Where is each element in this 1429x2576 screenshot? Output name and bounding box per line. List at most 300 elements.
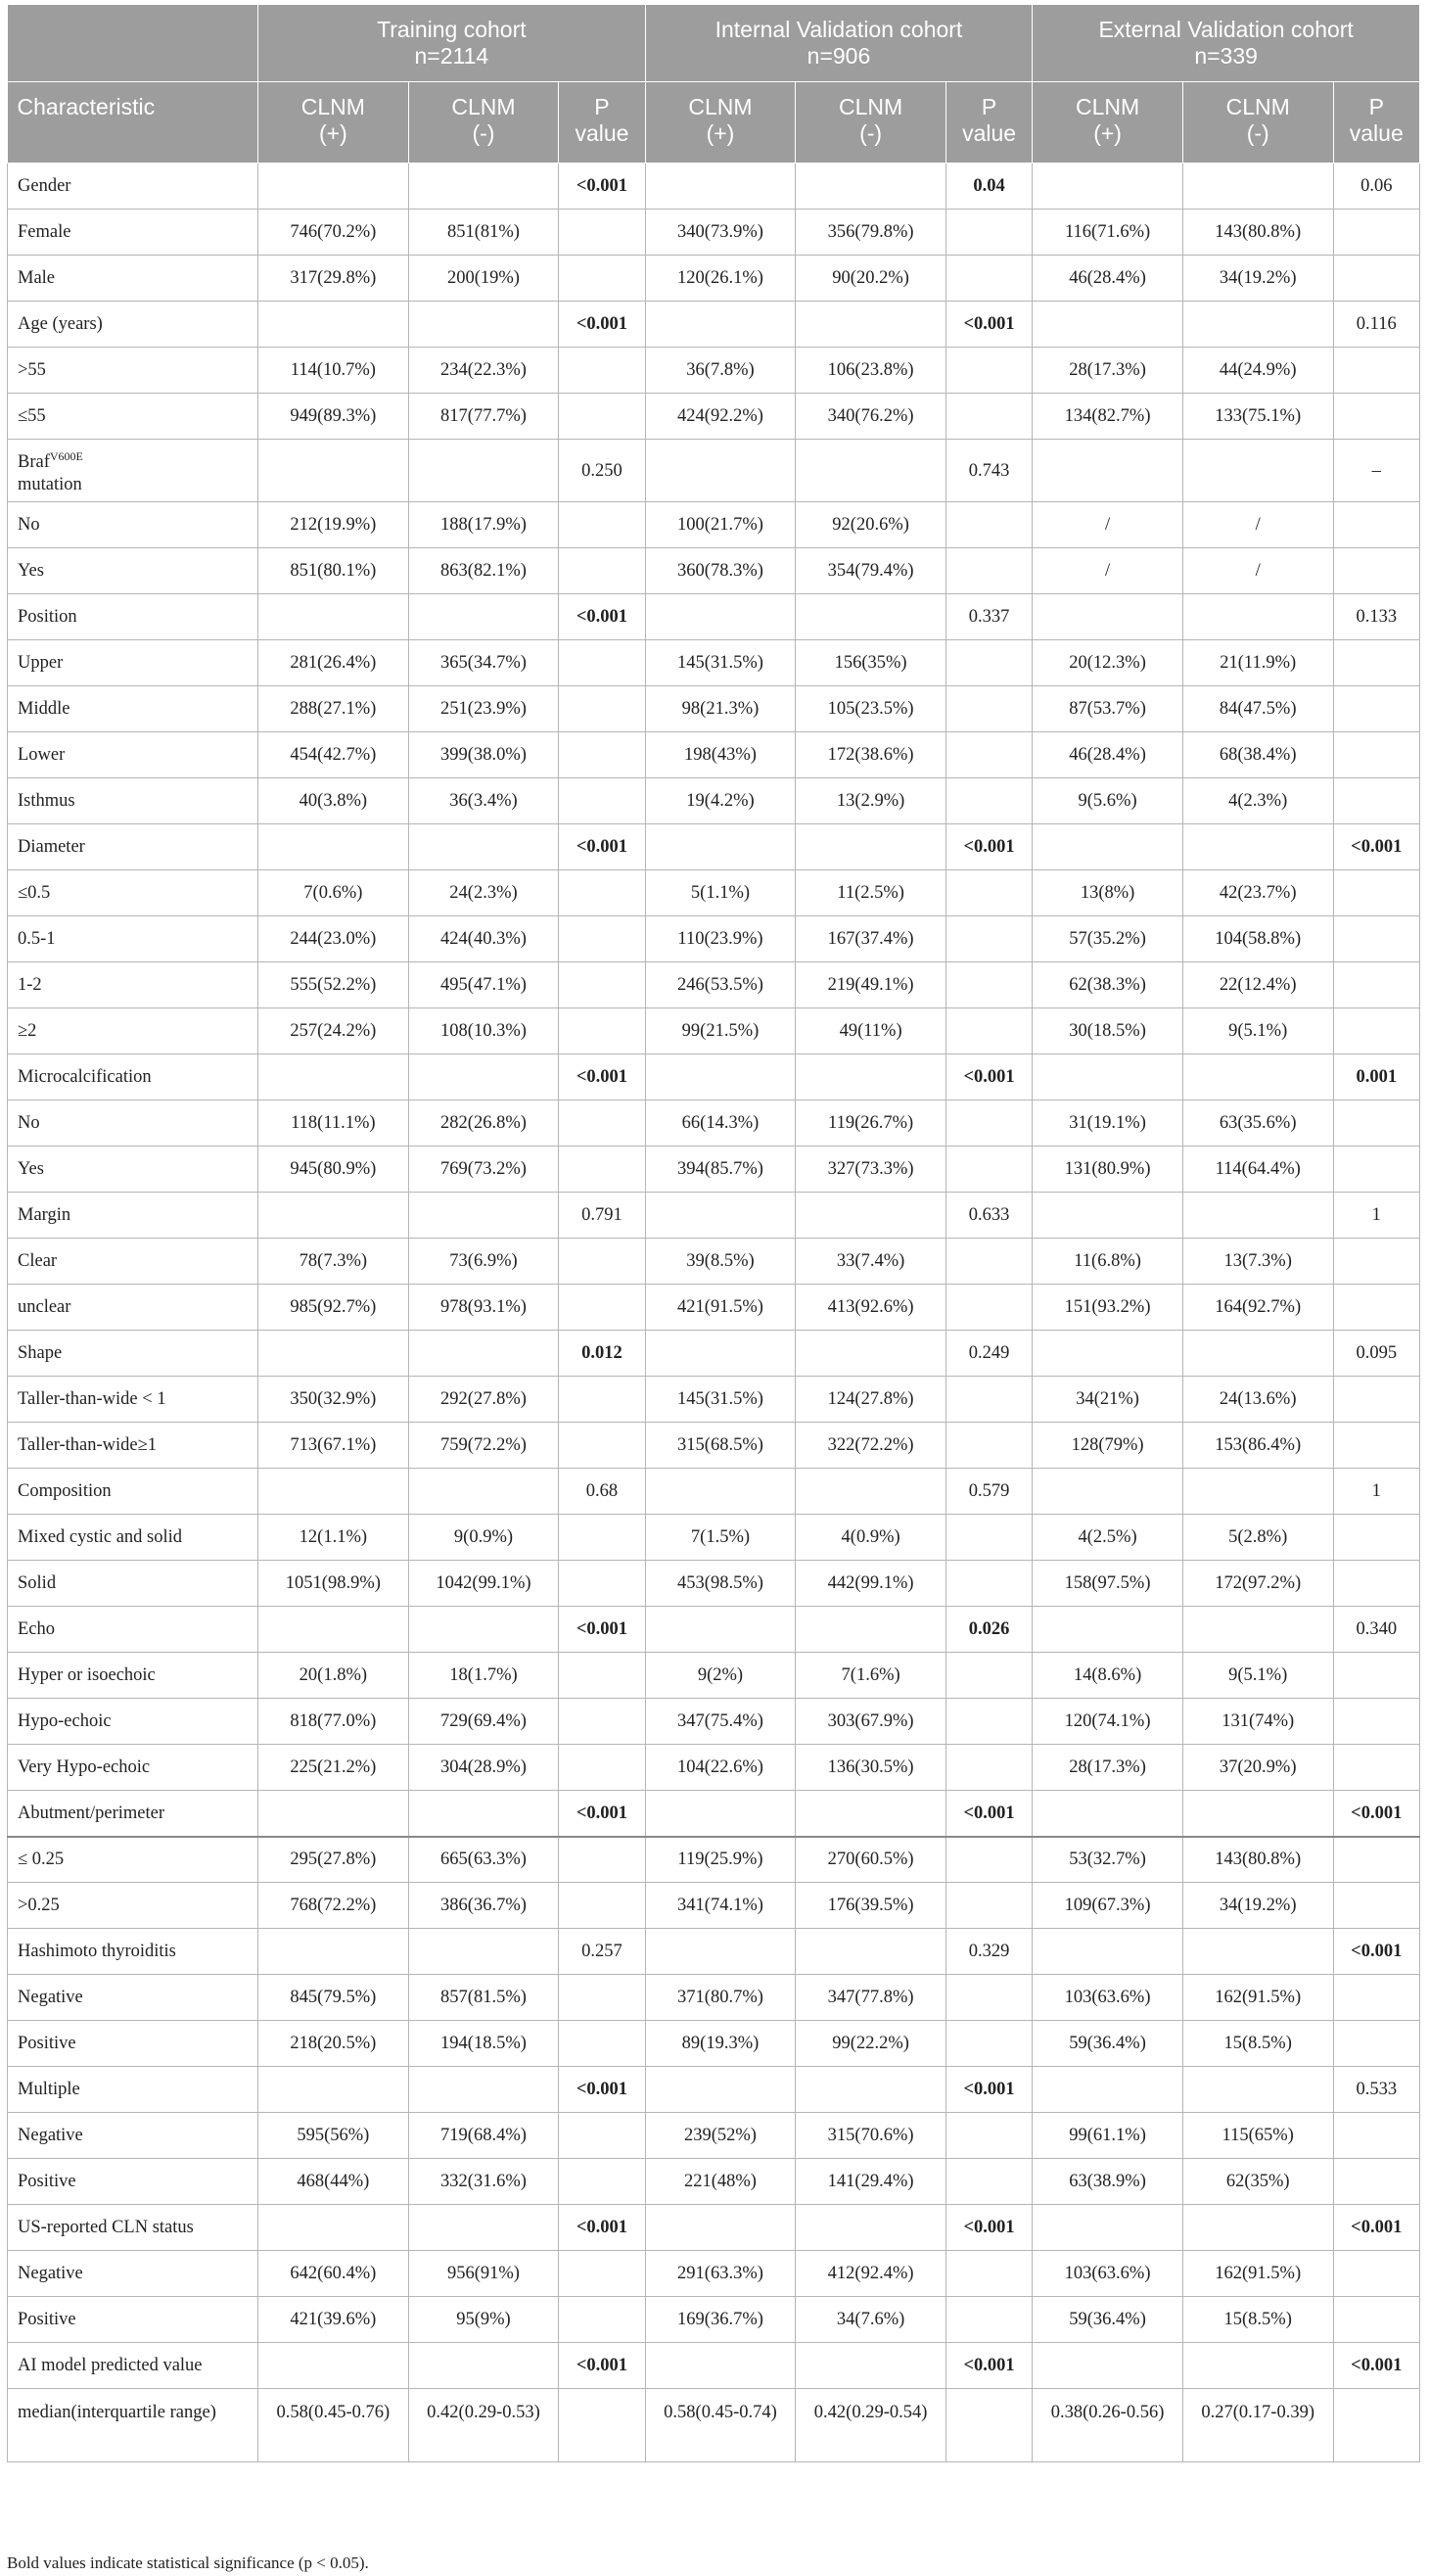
value-cell: 44(24.9%) bbox=[1182, 348, 1333, 394]
table-row bbox=[8, 1515, 1420, 1561]
p-value-cell: <0.001 bbox=[559, 302, 645, 348]
value-cell: 95(9%) bbox=[408, 2297, 559, 2343]
value-cell bbox=[645, 2067, 796, 2113]
row-label bbox=[8, 1515, 258, 1561]
p-value-cell: <0.001 bbox=[559, 824, 645, 870]
p-value-cell bbox=[559, 1377, 645, 1423]
value-cell: 341(74.1%) bbox=[645, 1883, 796, 1929]
value-cell: 104(22.6%) bbox=[645, 1745, 796, 1791]
table-row bbox=[8, 394, 1420, 440]
header-clnm-negative: CLNM (-) bbox=[1182, 82, 1333, 164]
value-cell: 22(12.4%) bbox=[1182, 962, 1333, 1008]
p-value-cell bbox=[1333, 2113, 1419, 2159]
row-label bbox=[8, 1054, 258, 1101]
value-cell: 105(23.5%) bbox=[796, 686, 946, 732]
value-cell bbox=[1182, 440, 1333, 502]
row-label-text: Solid bbox=[18, 1573, 57, 1593]
value-cell: 371(80.7%) bbox=[645, 1975, 796, 2021]
value-cell: 20(12.3%) bbox=[1033, 640, 1183, 686]
p-value-cell bbox=[559, 1745, 645, 1791]
value-cell bbox=[258, 1054, 409, 1101]
value-cell: 194(18.5%) bbox=[408, 2021, 559, 2067]
row-label bbox=[8, 2251, 258, 2297]
p-value-cell bbox=[1333, 686, 1419, 732]
row-label bbox=[8, 2159, 258, 2205]
value-cell bbox=[258, 1607, 409, 1653]
row-label-text: AI model predicted value bbox=[18, 2356, 203, 2375]
value-cell: 84(47.5%) bbox=[1182, 686, 1333, 732]
row-label bbox=[8, 732, 258, 778]
value-cell: 128(79%) bbox=[1033, 1423, 1183, 1469]
p-value-cell bbox=[559, 348, 645, 394]
value-cell bbox=[1033, 1607, 1183, 1653]
p-value-cell: <0.001 bbox=[945, 824, 1032, 870]
value-cell: 7(0.6%) bbox=[258, 870, 409, 916]
row-label-text: Positive bbox=[18, 2172, 76, 2191]
row-label-text: Gender bbox=[18, 176, 71, 196]
value-cell: 172(97.2%) bbox=[1182, 1561, 1333, 1607]
value-cell: 9(0.9%) bbox=[408, 1515, 559, 1561]
p-value-cell: 0.743 bbox=[945, 440, 1032, 502]
row-label-text: Very Hypo-echoic bbox=[18, 1757, 151, 1777]
table-row bbox=[8, 962, 1420, 1008]
value-cell bbox=[1033, 1193, 1183, 1239]
value-cell bbox=[645, 1791, 796, 1837]
p-value-cell bbox=[559, 916, 645, 962]
value-cell: 857(81.5%) bbox=[408, 1975, 559, 2021]
p-value-cell bbox=[945, 1699, 1032, 1745]
value-cell: 769(73.2%) bbox=[408, 1147, 559, 1193]
row-label bbox=[8, 778, 258, 824]
value-cell bbox=[408, 302, 559, 348]
row-label bbox=[8, 1331, 258, 1377]
value-cell bbox=[1033, 2205, 1183, 2251]
value-cell: 421(91.5%) bbox=[645, 1285, 796, 1331]
row-label bbox=[8, 1929, 258, 1975]
value-cell: 118(11.1%) bbox=[258, 1101, 409, 1147]
value-cell: 115(65%) bbox=[1182, 2113, 1333, 2159]
p-value-cell: <0.001 bbox=[945, 2067, 1032, 2113]
value-cell bbox=[796, 1607, 946, 1653]
value-cell bbox=[645, 2343, 796, 2389]
p-value-cell: 0.340 bbox=[1333, 1607, 1419, 1653]
row-label bbox=[8, 2205, 258, 2251]
row-label-text: 0.5-1 bbox=[18, 929, 56, 949]
row-label bbox=[8, 1147, 258, 1193]
value-cell: 68(38.4%) bbox=[1182, 732, 1333, 778]
row-label bbox=[8, 1008, 258, 1054]
value-cell: 845(79.5%) bbox=[258, 1975, 409, 2021]
row-label bbox=[8, 502, 258, 548]
value-cell: 53(32.7%) bbox=[1033, 1837, 1183, 1883]
value-cell: 131(80.9%) bbox=[1033, 1147, 1183, 1193]
row-label-text: Female bbox=[18, 222, 71, 242]
value-cell bbox=[1033, 2067, 1183, 2113]
p-value-cell bbox=[1333, 348, 1419, 394]
value-cell: 198(43%) bbox=[645, 732, 796, 778]
p-value-cell: <0.001 bbox=[559, 594, 645, 640]
value-cell bbox=[408, 1193, 559, 1239]
p-value-cell: 0.06 bbox=[1333, 164, 1419, 210]
value-cell: 134(82.7%) bbox=[1033, 394, 1183, 440]
p-value-cell bbox=[945, 1101, 1032, 1147]
value-cell: 119(25.9%) bbox=[645, 1837, 796, 1883]
value-cell bbox=[258, 440, 409, 502]
p-value-cell bbox=[559, 256, 645, 302]
value-cell: / bbox=[1182, 548, 1333, 594]
table-row-category bbox=[8, 1331, 1420, 1377]
value-cell: 292(27.8%) bbox=[408, 1377, 559, 1423]
value-cell bbox=[1182, 1791, 1333, 1837]
row-label bbox=[8, 1837, 258, 1883]
p-value-cell: 0.633 bbox=[945, 1193, 1032, 1239]
row-label-text: ≤55 bbox=[18, 406, 46, 426]
header-blank-cell bbox=[8, 5, 258, 82]
value-cell: 0.42(0.29-0.54) bbox=[796, 2389, 946, 2462]
value-cell: 78(7.3%) bbox=[258, 1239, 409, 1285]
value-cell: 0.42(0.29-0.53) bbox=[408, 2389, 559, 2462]
value-cell: 817(77.7%) bbox=[408, 394, 559, 440]
value-cell: 66(14.3%) bbox=[645, 1101, 796, 1147]
group-n: n=339 bbox=[1194, 43, 1258, 69]
value-cell bbox=[645, 824, 796, 870]
table-row bbox=[8, 2113, 1420, 2159]
value-cell: 4(2.3%) bbox=[1182, 778, 1333, 824]
header-p-value: P value bbox=[945, 82, 1032, 164]
value-cell: 34(19.2%) bbox=[1182, 1883, 1333, 1929]
table-row-category bbox=[8, 1791, 1420, 1837]
value-cell: 119(26.7%) bbox=[796, 1101, 946, 1147]
table-row-category bbox=[8, 1193, 1420, 1239]
value-cell bbox=[1182, 1469, 1333, 1515]
row-label bbox=[8, 1285, 258, 1331]
p-value-cell bbox=[559, 2251, 645, 2297]
table-row-category bbox=[8, 2343, 1420, 2389]
row-label-text: >0.25 bbox=[18, 1896, 60, 1915]
p-value-cell bbox=[559, 1561, 645, 1607]
value-cell bbox=[408, 824, 559, 870]
p-value-cell: 0.533 bbox=[1333, 2067, 1419, 2113]
value-cell: 106(23.8%) bbox=[796, 348, 946, 394]
row-label bbox=[8, 1607, 258, 1653]
p-value-cell bbox=[1333, 1699, 1419, 1745]
row-label bbox=[8, 2021, 258, 2067]
row-label bbox=[8, 870, 258, 916]
value-cell bbox=[408, 1607, 559, 1653]
cohort-characteristics-table bbox=[7, 5, 1420, 2462]
value-cell: 36(3.4%) bbox=[408, 778, 559, 824]
p-value-cell bbox=[945, 870, 1032, 916]
value-cell bbox=[408, 440, 559, 502]
value-cell: 219(49.1%) bbox=[796, 962, 946, 1008]
value-cell: 34(19.2%) bbox=[1182, 256, 1333, 302]
value-cell: 62(38.3%) bbox=[1033, 962, 1183, 1008]
p-value-cell bbox=[1333, 1653, 1419, 1699]
header-group-row bbox=[8, 5, 1420, 82]
value-cell: 13(7.3%) bbox=[1182, 1239, 1333, 1285]
value-cell bbox=[1033, 1331, 1183, 1377]
group-n: n=906 bbox=[807, 43, 871, 69]
value-cell bbox=[1033, 1791, 1183, 1837]
value-cell bbox=[408, 594, 559, 640]
p-value-cell bbox=[1333, 1883, 1419, 1929]
header-p-value: P value bbox=[559, 82, 645, 164]
p-value-cell bbox=[559, 1515, 645, 1561]
row-label-text: Shape bbox=[18, 1343, 63, 1363]
value-cell: 42(23.7%) bbox=[1182, 870, 1333, 916]
value-cell: 11(6.8%) bbox=[1033, 1239, 1183, 1285]
p-value-cell bbox=[945, 210, 1032, 256]
p-value-cell bbox=[1333, 1285, 1419, 1331]
value-cell bbox=[408, 2205, 559, 2251]
value-cell bbox=[258, 1469, 409, 1515]
value-cell bbox=[645, 1929, 796, 1975]
value-cell: 7(1.5%) bbox=[645, 1515, 796, 1561]
value-cell: 399(38.0%) bbox=[408, 732, 559, 778]
value-cell: 270(60.5%) bbox=[796, 1837, 946, 1883]
value-cell: 347(75.4%) bbox=[645, 1699, 796, 1745]
row-label-text: No bbox=[18, 515, 40, 535]
p-value-cell bbox=[559, 2159, 645, 2205]
header-p-value: P value bbox=[1333, 82, 1419, 164]
row-label bbox=[8, 1423, 258, 1469]
p-value-cell bbox=[945, 1239, 1032, 1285]
value-cell bbox=[408, 1331, 559, 1377]
p-value-cell bbox=[559, 1285, 645, 1331]
value-cell bbox=[796, 1929, 946, 1975]
value-cell: 100(21.7%) bbox=[645, 502, 796, 548]
p-value-cell: 0.68 bbox=[559, 1469, 645, 1515]
value-cell: 246(53.5%) bbox=[645, 962, 796, 1008]
value-cell bbox=[1182, 2205, 1333, 2251]
table-row bbox=[8, 1423, 1420, 1469]
value-cell bbox=[408, 1469, 559, 1515]
p-value-cell bbox=[1333, 732, 1419, 778]
value-cell: 36(7.8%) bbox=[645, 348, 796, 394]
group-title: Internal Validation cohort bbox=[714, 17, 963, 42]
value-cell bbox=[1182, 594, 1333, 640]
value-cell: 412(92.4%) bbox=[796, 2251, 946, 2297]
p-value-cell: 0.329 bbox=[945, 1929, 1032, 1975]
value-cell: 63(35.6%) bbox=[1182, 1101, 1333, 1147]
table-row bbox=[8, 1699, 1420, 1745]
p-value-cell bbox=[1333, 2297, 1419, 2343]
row-label bbox=[8, 164, 258, 210]
value-cell: 1051(98.9%) bbox=[258, 1561, 409, 1607]
value-cell bbox=[258, 1193, 409, 1239]
value-cell: 143(80.8%) bbox=[1182, 1837, 1333, 1883]
value-cell bbox=[796, 1469, 946, 1515]
p-value-cell bbox=[1333, 548, 1419, 594]
row-label-text: Positive bbox=[18, 2310, 76, 2329]
value-cell bbox=[258, 164, 409, 210]
row-label bbox=[8, 686, 258, 732]
p-value-cell bbox=[945, 2389, 1032, 2462]
value-cell bbox=[1182, 1331, 1333, 1377]
p-value-cell bbox=[945, 1561, 1032, 1607]
table-row bbox=[8, 1285, 1420, 1331]
value-cell: 315(68.5%) bbox=[645, 1423, 796, 1469]
header-characteristic: Characteristic bbox=[8, 82, 258, 164]
value-cell bbox=[645, 1607, 796, 1653]
value-cell: 49(11%) bbox=[796, 1008, 946, 1054]
row-label bbox=[8, 640, 258, 686]
p-value-cell bbox=[559, 1147, 645, 1193]
value-cell bbox=[796, 164, 946, 210]
row-label-text: Yes bbox=[18, 561, 44, 581]
table-row bbox=[8, 1883, 1420, 1929]
value-cell bbox=[408, 1791, 559, 1837]
p-value-cell bbox=[945, 1423, 1032, 1469]
value-cell: 131(74%) bbox=[1182, 1699, 1333, 1745]
value-cell: 424(92.2%) bbox=[645, 394, 796, 440]
p-value-cell bbox=[945, 1975, 1032, 2021]
row-label-superscript: V600E bbox=[49, 449, 83, 464]
p-value-cell bbox=[559, 962, 645, 1008]
value-cell: 62(35%) bbox=[1182, 2159, 1333, 2205]
value-cell: 9(2%) bbox=[645, 1653, 796, 1699]
row-label-text: Multiple bbox=[18, 2080, 80, 2099]
table-row bbox=[8, 778, 1420, 824]
row-label-text: Negative bbox=[18, 2264, 83, 2283]
value-cell: 332(31.6%) bbox=[408, 2159, 559, 2205]
p-value-cell: 0.257 bbox=[559, 1929, 645, 1975]
value-cell: 495(47.1%) bbox=[408, 962, 559, 1008]
p-value-cell bbox=[559, 778, 645, 824]
row-label-text: Hypo-echoic bbox=[18, 1711, 112, 1731]
value-cell bbox=[796, 1054, 946, 1101]
value-cell bbox=[645, 1193, 796, 1239]
row-label bbox=[8, 548, 258, 594]
header-internal-validation-cohort bbox=[645, 5, 1033, 82]
p-value-cell bbox=[559, 686, 645, 732]
row-label-text: US-reported CLN status bbox=[18, 2218, 194, 2237]
p-value-cell bbox=[559, 1837, 645, 1883]
value-cell: 985(92.7%) bbox=[258, 1285, 409, 1331]
p-value-cell: 0.250 bbox=[559, 440, 645, 502]
value-cell bbox=[796, 1791, 946, 1837]
row-label bbox=[8, 2067, 258, 2113]
value-cell: 99(61.1%) bbox=[1033, 2113, 1183, 2159]
row-label-text: Negative bbox=[18, 1988, 83, 2007]
p-value-cell bbox=[945, 2251, 1032, 2297]
row-label bbox=[8, 1883, 258, 1929]
row-label-text: Male bbox=[18, 268, 56, 288]
p-value-cell: 0.012 bbox=[559, 1331, 645, 1377]
row-label-text: Echo bbox=[18, 1619, 56, 1639]
value-cell: 19(4.2%) bbox=[645, 778, 796, 824]
p-value-cell bbox=[1333, 1239, 1419, 1285]
p-value-cell bbox=[559, 2021, 645, 2067]
value-cell: 851(81%) bbox=[408, 210, 559, 256]
value-cell: 713(67.1%) bbox=[258, 1423, 409, 1469]
value-cell: 244(23.0%) bbox=[258, 916, 409, 962]
value-cell: 89(19.3%) bbox=[645, 2021, 796, 2067]
p-value-cell bbox=[945, 2113, 1032, 2159]
value-cell: 818(77.0%) bbox=[258, 1699, 409, 1745]
value-cell bbox=[645, 594, 796, 640]
table-row-category bbox=[8, 164, 1420, 210]
value-cell: 34(21%) bbox=[1033, 1377, 1183, 1423]
p-value-cell bbox=[945, 2159, 1032, 2205]
value-cell: 340(73.9%) bbox=[645, 210, 796, 256]
value-cell: 143(80.8%) bbox=[1182, 210, 1333, 256]
p-value-cell bbox=[945, 1837, 1032, 1883]
p-value-cell: 0.116 bbox=[1333, 302, 1419, 348]
row-label-text: Clear bbox=[18, 1251, 58, 1271]
value-cell: 110(23.9%) bbox=[645, 916, 796, 962]
value-cell: 221(48%) bbox=[645, 2159, 796, 2205]
p-value-cell bbox=[945, 348, 1032, 394]
value-cell: 31(19.1%) bbox=[1033, 1101, 1183, 1147]
value-cell bbox=[645, 2205, 796, 2251]
value-cell: 24(2.3%) bbox=[408, 870, 559, 916]
value-cell: 13(8%) bbox=[1033, 870, 1183, 916]
row-label-text: Taller-than-wide≥1 bbox=[18, 1435, 158, 1455]
row-label-text: Age (years) bbox=[18, 314, 103, 334]
value-cell: 162(91.5%) bbox=[1182, 2251, 1333, 2297]
row-label-text: unclear bbox=[18, 1297, 71, 1317]
value-cell: 92(20.6%) bbox=[796, 502, 946, 548]
value-cell: 145(31.5%) bbox=[645, 1377, 796, 1423]
value-cell bbox=[258, 824, 409, 870]
value-cell: 124(27.8%) bbox=[796, 1377, 946, 1423]
group-n: n=2114 bbox=[414, 43, 489, 69]
table-row bbox=[8, 2297, 1420, 2343]
table-row bbox=[8, 1975, 1420, 2021]
value-cell bbox=[645, 1331, 796, 1377]
table-container bbox=[7, 5, 1420, 2462]
p-value-cell: <0.001 bbox=[945, 2343, 1032, 2389]
p-value-cell bbox=[1333, 640, 1419, 686]
value-cell: 239(52%) bbox=[645, 2113, 796, 2159]
value-cell: 99(21.5%) bbox=[645, 1008, 796, 1054]
value-cell bbox=[645, 1054, 796, 1101]
value-cell: 4(2.5%) bbox=[1033, 1515, 1183, 1561]
value-cell: 218(20.5%) bbox=[258, 2021, 409, 2067]
p-value-cell bbox=[559, 732, 645, 778]
p-value-cell bbox=[945, 686, 1032, 732]
value-cell: 116(71.6%) bbox=[1033, 210, 1183, 256]
value-cell: 200(19%) bbox=[408, 256, 559, 302]
value-cell: 413(92.6%) bbox=[796, 1285, 946, 1331]
value-cell: 360(78.3%) bbox=[645, 548, 796, 594]
row-label bbox=[8, 302, 258, 348]
p-value-cell: 1 bbox=[1333, 1193, 1419, 1239]
value-cell: 20(1.8%) bbox=[258, 1653, 409, 1699]
p-value-cell bbox=[945, 1147, 1032, 1193]
row-label-text: mutation bbox=[18, 474, 82, 494]
p-value-cell bbox=[945, 732, 1032, 778]
value-cell bbox=[645, 1469, 796, 1515]
row-label-text: Position bbox=[18, 607, 77, 627]
table-row bbox=[8, 548, 1420, 594]
value-cell: 14(8.6%) bbox=[1033, 1653, 1183, 1699]
value-cell: 350(32.9%) bbox=[258, 1377, 409, 1423]
p-value-cell bbox=[559, 210, 645, 256]
value-cell: 303(67.9%) bbox=[796, 1699, 946, 1745]
value-cell: 37(20.9%) bbox=[1182, 1745, 1333, 1791]
value-cell: 746(70.2%) bbox=[258, 210, 409, 256]
row-label-text: ≤0.5 bbox=[18, 883, 51, 903]
p-value-cell bbox=[559, 502, 645, 548]
value-cell bbox=[1033, 824, 1183, 870]
row-label bbox=[8, 394, 258, 440]
value-cell: 365(34.7%) bbox=[408, 640, 559, 686]
value-cell: 24(13.6%) bbox=[1182, 1377, 1333, 1423]
value-cell bbox=[1033, 2343, 1183, 2389]
value-cell: 9(5.6%) bbox=[1033, 778, 1183, 824]
